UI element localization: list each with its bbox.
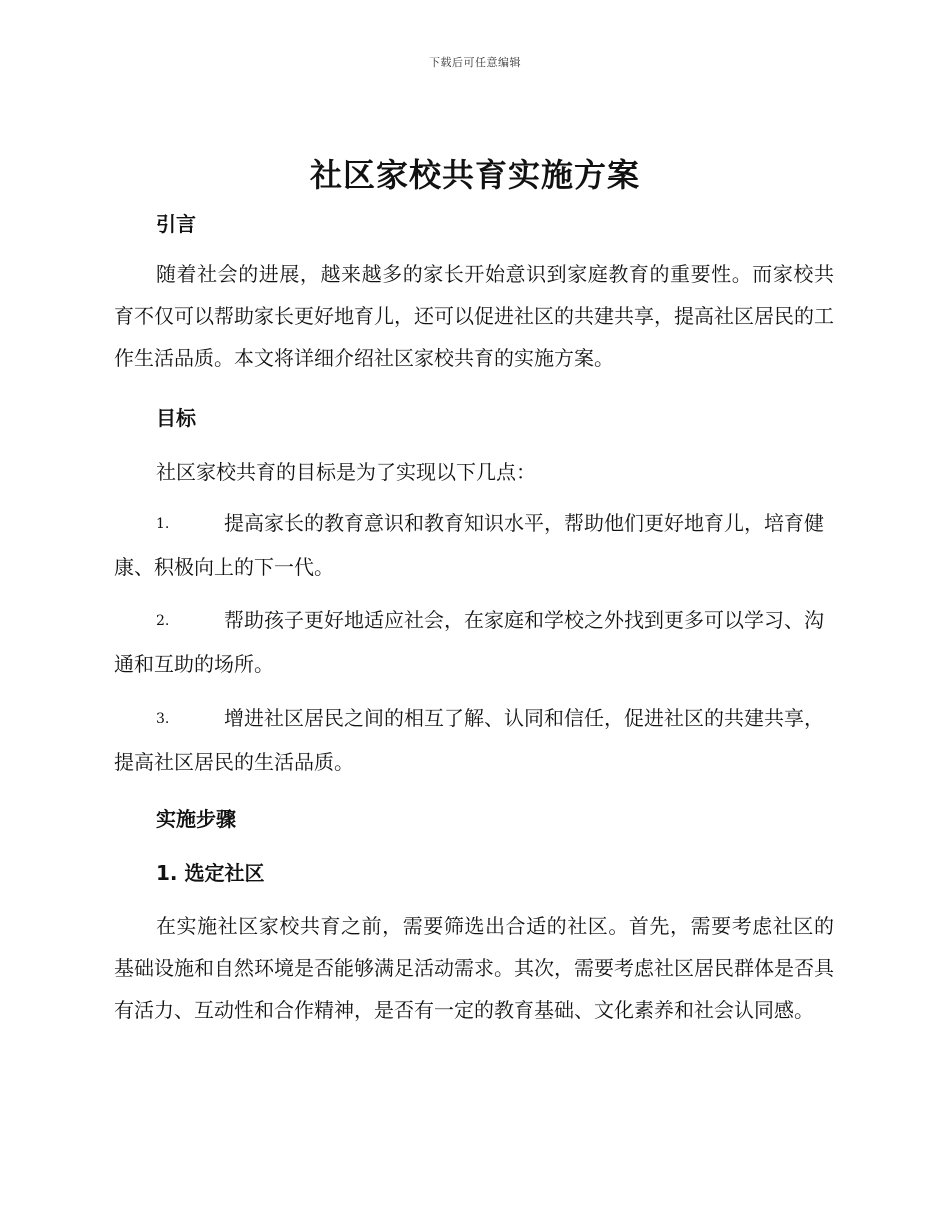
steps-heading: 实施步骤 bbox=[156, 807, 236, 831]
goal-item-2 bbox=[114, 599, 834, 686]
goals-intro: 社区家校共育的目标是为了实现以下几点： bbox=[156, 460, 536, 484]
goal-item-3 bbox=[114, 697, 834, 784]
page-header: 下载后可任意编辑 bbox=[429, 56, 521, 69]
goal-number: 2. bbox=[156, 613, 170, 629]
goal-item-1 bbox=[114, 502, 834, 589]
goals-heading: 目标 bbox=[156, 406, 196, 430]
intro-heading: 引言 bbox=[156, 212, 196, 236]
goal-number: 3. bbox=[156, 711, 170, 727]
document-title: 社区家校共育实施方案 bbox=[309, 156, 640, 194]
step1-heading: 1. 选定社区 bbox=[156, 861, 265, 885]
intro-paragraph: 随着社会的进展，越来越多的家长开始意识到家庭教育的重要性。而家校共育不仅可以帮助家长更好地育儿，还可以促进社区的共建共享，提高社区居民的工作生活品质。本文将详细介绍社区家校共育的实施方案。 bbox=[114, 262, 834, 370]
goal-text: 帮助孩子更好地适应社会，在家庭和学校之外找到更多可以学习、沟通和互助的场所。 bbox=[114, 608, 824, 676]
goal-text: 提高家长的教育意识和教育知识水平，帮助他们更好地育儿，培育健康、积极向上的下一代。 bbox=[114, 511, 824, 579]
goal-text: 增进社区居民之间的相互了解、认同和信任，促进社区的共建共享，提高社区居民的生活品质。 bbox=[114, 706, 824, 774]
goal-number: 1. bbox=[156, 516, 170, 532]
step1-paragraph: 在实施社区家校共育之前，需要筛选出合适的社区。首先，需要考虑社区的基础设施和自然环境是否能够满足活动需求。其次，需要考虑社区居民群体是否具有活力、互动性和合作精神，是否有一定的教育基础、文化素养和社会认同感。 bbox=[114, 914, 834, 1022]
